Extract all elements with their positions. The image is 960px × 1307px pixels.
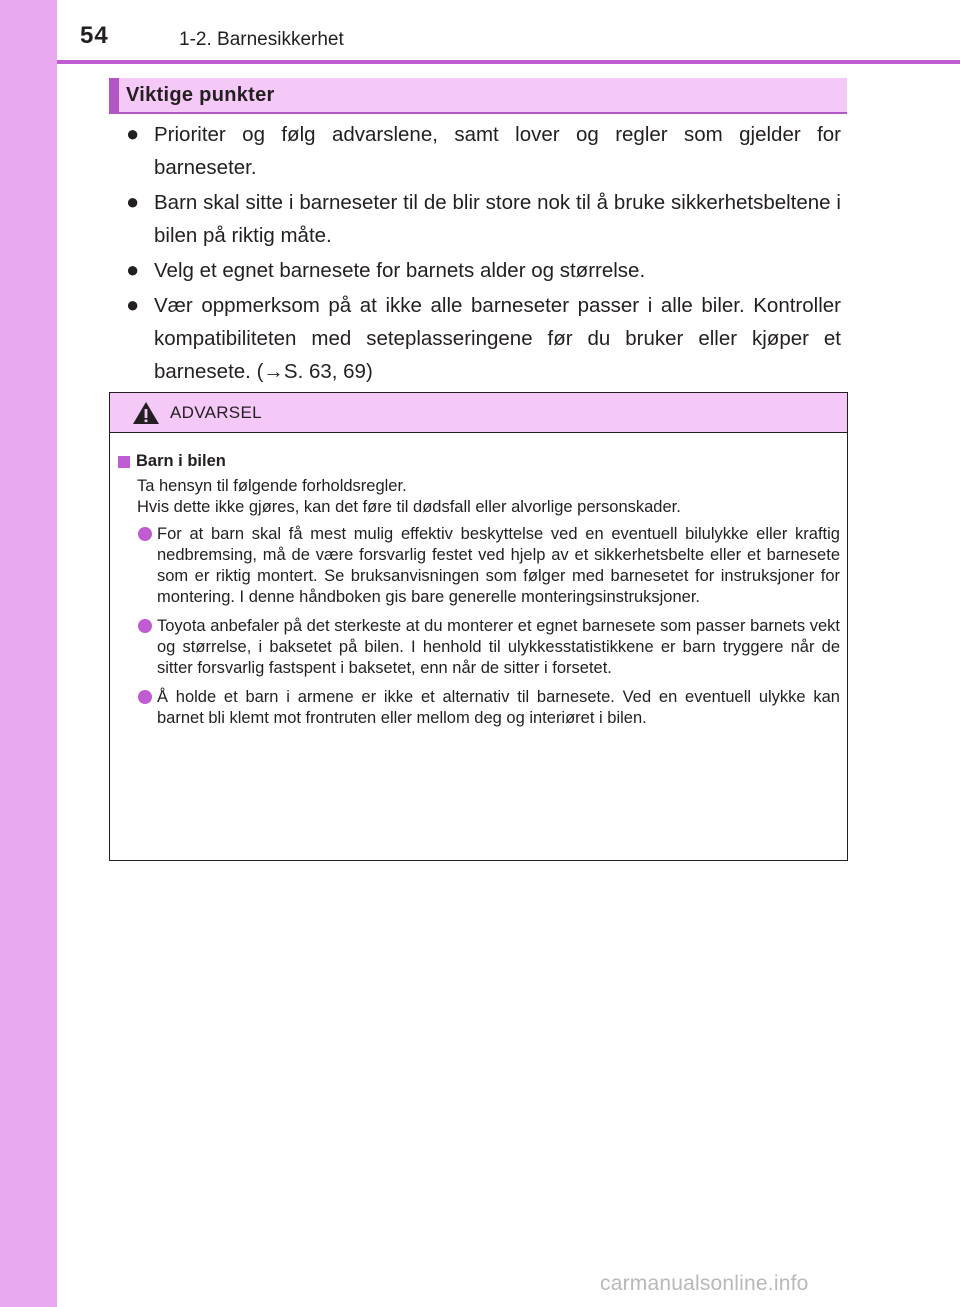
bullet-icon: ● xyxy=(126,121,140,146)
bullet-icon: ● xyxy=(126,292,140,317)
list-item: ● Barn skal sitte i barneseter til de blir store nok til å bruke sikkerhetsbeltene i bilen på riktig måte. xyxy=(126,189,841,247)
warning-header xyxy=(110,393,847,433)
section-title: 1-2. Barnesikkerhet xyxy=(179,29,344,50)
list-item: For at barn skal få mest mulig effektiv beskyttelse ved en eventuell bilulykke eller kraftig nedbremsing, må de være forsvarlig festet ved hjelp av et sikkerhetsbelte eller et barnesete som er riktig montert. Se bruksanvisningen som følger med barnesetet for instruksjoner for montering. I denne håndboken gis bare generelle monteringsinstruksjoner. xyxy=(118,524,840,608)
important-points-header xyxy=(109,78,847,114)
bullet-icon xyxy=(138,619,152,633)
warning-box xyxy=(109,392,848,861)
bullet-icon: ● xyxy=(126,257,140,282)
bullet-icon xyxy=(138,690,152,704)
warning-triangle-icon xyxy=(132,401,160,425)
list-item: Toyota anbefaler på det sterkeste at du monterer et egnet barnesete som passer barnets vekt og størrelse, i baksetet på bilen. I henhold til ulykkesstatistikkene er barn tryggere når de sitter forsvarlig fastspent i baksetet, enn når de sitter i forsetet. xyxy=(118,616,840,679)
important-points-title: Viktige punkter xyxy=(126,84,275,106)
side-color-band xyxy=(0,0,57,1307)
page-number: 54 xyxy=(80,22,109,49)
square-bullet-icon xyxy=(118,456,130,468)
watermark: carmanualsonline.info xyxy=(600,1272,809,1295)
list-item: ● Vær oppmerksom på at ikke alle barneseter passer i alle biler. Kontroller kompatibiliteten med seteplasseringene før du bruker eller kjøper et barnesete. (→S. 63, 69) xyxy=(126,292,841,383)
header-accent-bar xyxy=(109,78,119,112)
warning-subheading: Barn i bilen xyxy=(118,451,840,472)
important-points-list xyxy=(126,118,841,390)
warning-list xyxy=(118,524,840,729)
list-item: ● Prioriter og følg advarslene, samt lover og regler som gjelder for barneseter. xyxy=(126,121,841,179)
warning-intro: Ta hensyn til følgende forholdsregler. Hvis dette ikke gjøres, kan det føre til dødsfall eller alvorlige personskader. xyxy=(137,477,681,516)
warning-body xyxy=(118,451,840,737)
list-item: ● Velg et egnet barnesete for barnets alder og størrelse. xyxy=(126,257,646,282)
list-item: Å holde et barn i armene er ikke et alternativ til barnesete. Ved en eventuell ulykke kan barnet bli klemt mot frontruten eller mellom deg og interiøret i bilen. xyxy=(118,687,840,729)
bullet-icon xyxy=(138,527,152,541)
bullet-icon: ● xyxy=(126,189,140,214)
warning-label: ADVARSEL xyxy=(170,403,262,422)
header-divider xyxy=(57,60,960,64)
